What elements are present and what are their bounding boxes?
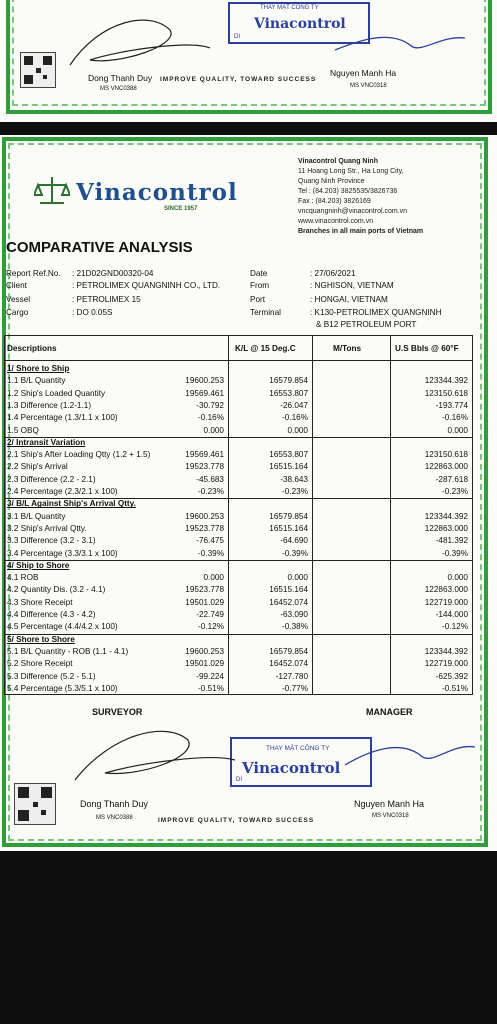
cell-value: -38.643 bbox=[280, 474, 308, 484]
manager-signature bbox=[340, 725, 480, 785]
cell-value: 19600.253 bbox=[185, 646, 224, 656]
cell-value: 19569.461 bbox=[185, 388, 224, 398]
cell-value: -481.392 bbox=[435, 536, 468, 546]
manager-code: MS VNC0318 bbox=[372, 813, 409, 819]
column-header: K/L @ 15 Deg.C bbox=[235, 344, 296, 353]
surveyor-code: MS VNC0388 bbox=[96, 815, 133, 821]
cell-value: -63.090 bbox=[280, 610, 308, 619]
since-label: SINCE 1957 bbox=[164, 206, 198, 212]
cell-value: 19569.461 bbox=[185, 450, 224, 460]
cell-value: 16515.164 bbox=[269, 523, 308, 533]
cell-value: 0.000 bbox=[203, 425, 224, 435]
cell-value: -287.618 bbox=[435, 474, 468, 484]
cell-value: -0.16% bbox=[198, 413, 224, 423]
cell-value: -0.39% bbox=[282, 548, 308, 558]
cell-value: 16452.074 bbox=[269, 597, 308, 607]
cell-value: 122863.000 bbox=[424, 523, 468, 533]
office-line: vncquangninh@vinacontrol.com.vn bbox=[298, 208, 408, 215]
stamp-caption: THAY MẶT CÔNG TY bbox=[260, 5, 319, 11]
cell-value: 16579.854 bbox=[269, 511, 308, 521]
cell-value: 16553.807 bbox=[269, 388, 308, 398]
field-label: Vessel bbox=[6, 295, 31, 304]
stamp-caption: THAY MẶT CÔNG TY bbox=[266, 745, 330, 752]
cell-value: -144.000 bbox=[435, 610, 468, 619]
cell-value: -45.683 bbox=[196, 474, 224, 484]
comparison-table bbox=[4, 335, 473, 695]
row-description: 3.4 Percentage (3.3/3.1 x 100) bbox=[7, 548, 118, 558]
row-description: 2.1 Ship's After Loading Qtty (1.2 + 1.5) bbox=[7, 450, 151, 460]
office-line: Tel : (84.203) 3825535/3826736 bbox=[298, 188, 398, 195]
cell-value: 16515.164 bbox=[269, 462, 308, 472]
row-description: 3.2 Ship's Arrival Qtty. bbox=[7, 523, 87, 533]
surveyor-code: MS VNC0388 bbox=[100, 86, 137, 92]
section-heading: 4/ Ship to Shore bbox=[7, 560, 70, 570]
section-heading: 1/ Shore to Ship bbox=[7, 364, 70, 373]
scale-logo-icon bbox=[34, 175, 70, 207]
cell-value: -99.224 bbox=[196, 671, 224, 681]
cell-value: 19523.778 bbox=[185, 585, 224, 595]
cell-value: -0.16% bbox=[282, 413, 308, 423]
qr-code bbox=[20, 52, 56, 88]
field-value: : PETROLIMEX 15 bbox=[72, 295, 141, 304]
cell-value: 19600.253 bbox=[185, 376, 224, 386]
cell-value: 122863.000 bbox=[424, 462, 468, 472]
cell-value: -76.475 bbox=[196, 536, 224, 546]
cell-value: -625.392 bbox=[435, 671, 468, 681]
manager-name: Nguyen Manh Ha bbox=[330, 68, 397, 78]
cell-value: 16452.074 bbox=[269, 659, 308, 669]
cell-value: -127.780 bbox=[275, 671, 308, 681]
row-description: 4.1 ROB bbox=[7, 573, 39, 583]
row-description: 1.4 Percentage (1.3/1.1 x 100) bbox=[7, 413, 118, 423]
row-description: 1.1 B/L Quantity bbox=[7, 376, 66, 386]
row-description: 4.5 Percentage (4.4/4.2 x 100) bbox=[7, 622, 118, 632]
surveyor-label: SURVEYOR bbox=[92, 707, 143, 717]
cell-value: -0.39% bbox=[198, 548, 224, 558]
section-heading: 2/ Intransit Variation bbox=[7, 437, 86, 447]
cell-value: -193.774 bbox=[435, 400, 468, 410]
office-line: Vinacontrol Quang Ninh bbox=[298, 158, 378, 165]
field-value: : 27/06/2021 bbox=[310, 269, 356, 278]
office-line: www.vinacontrol.com.vn bbox=[298, 218, 374, 225]
cell-value: 0.000 bbox=[447, 573, 468, 583]
cell-value: -0.23% bbox=[442, 487, 468, 496]
manager-code: MS VNC0318 bbox=[350, 83, 387, 89]
cell-value: 0.000 bbox=[203, 573, 224, 583]
row-description: 3.1 B/L Quantity bbox=[7, 511, 66, 521]
row-description: 4.2 Quantity Dis. (3.2 - 4.1) bbox=[7, 585, 106, 595]
cell-value: 19600.253 bbox=[185, 511, 224, 521]
report-page bbox=[0, 135, 497, 851]
cell-value: -0.12% bbox=[198, 622, 224, 632]
field-value: : NGHISON, VIETNAM bbox=[310, 281, 394, 290]
qr-code bbox=[14, 783, 56, 825]
cell-value: 16579.854 bbox=[269, 376, 308, 386]
field-value: : DO 0.05S bbox=[72, 308, 113, 317]
field-label: Report Ref.No. bbox=[6, 269, 61, 278]
row-description: 3.3 Difference (3.2 - 3.1) bbox=[7, 536, 96, 546]
cell-value: -0.51% bbox=[442, 683, 468, 693]
row-description: 2.2 Ship's Arrival bbox=[7, 462, 68, 472]
row-description: 1.3 Difference (1.2-1.1) bbox=[7, 400, 92, 410]
cell-value: 16515.164 bbox=[269, 585, 308, 595]
field-label: Terminal bbox=[250, 308, 281, 317]
cell-value: 0.000 bbox=[447, 425, 468, 435]
cell-value: -0.23% bbox=[282, 487, 308, 496]
surveyor-name: Dong Thanh Duy bbox=[80, 799, 148, 809]
office-line: Quang Ninh Province bbox=[298, 178, 365, 185]
row-description: 4.3 Shore Receipt bbox=[7, 597, 73, 607]
stamp-code: DI bbox=[234, 34, 240, 40]
row-description: 5.1 B/L Quantity - ROB (1.1 - 4.1) bbox=[7, 646, 129, 656]
stamp-brand: Vinacontrol bbox=[254, 16, 346, 32]
brand-name: Vinacontrol bbox=[76, 179, 238, 206]
cell-value: -0.12% bbox=[442, 622, 468, 632]
cell-value: -64.690 bbox=[280, 536, 308, 546]
field-label: From bbox=[250, 281, 270, 290]
cell-value: 0.000 bbox=[287, 573, 308, 583]
cell-value: 123344.392 bbox=[424, 376, 468, 386]
field-label: Port bbox=[250, 295, 266, 304]
cell-value: -0.23% bbox=[198, 487, 224, 496]
section-heading: 5/ Shore to Shore bbox=[7, 634, 75, 644]
cell-value: -0.39% bbox=[442, 548, 468, 558]
cell-value: -22.749 bbox=[196, 610, 224, 619]
cell-value: -30.792 bbox=[196, 400, 224, 410]
manager-name: Nguyen Manh Ha bbox=[354, 799, 425, 809]
office-line: 11 Hoang Long Str., Ha Long City, bbox=[298, 168, 404, 175]
office-line: Fax : (84.203) 3826169 bbox=[298, 198, 371, 205]
cell-value: -0.77% bbox=[282, 683, 308, 693]
office-line: Branches in all main ports of Vietnam bbox=[298, 228, 424, 235]
previous-page-fragment bbox=[0, 0, 497, 122]
cell-value: -0.38% bbox=[282, 622, 308, 632]
row-description: 5.2 Shore Receipt bbox=[7, 659, 73, 669]
row-description: 4.4 Difference (4.3 - 4.2) bbox=[7, 610, 96, 619]
cell-value: 16553.807 bbox=[269, 450, 308, 460]
surveyor-name: Dong Thanh Duy bbox=[88, 73, 153, 83]
cell-value: 122719.000 bbox=[424, 659, 468, 669]
surveyor-signature bbox=[70, 715, 240, 795]
stamp-brand: Vinacontrol bbox=[242, 759, 341, 777]
field-value: : HONGAI, VIETNAM bbox=[310, 295, 388, 304]
cell-value: 16579.854 bbox=[269, 646, 308, 656]
cell-value: 123150.618 bbox=[424, 450, 468, 460]
column-header: M/Tons bbox=[333, 344, 362, 353]
field-value: : PETROLIMEX QUANGNINH CO., LTD. bbox=[72, 281, 221, 290]
row-description: 5.4 Percentage (5.3/5.1 x 100) bbox=[7, 683, 118, 693]
field-label: Client bbox=[6, 281, 27, 290]
column-header: Descriptions bbox=[7, 344, 57, 353]
field-value: : 21D02GND00320-04 bbox=[72, 269, 154, 278]
cell-value: -0.16% bbox=[442, 413, 468, 423]
document-title: COMPARATIVE ANALYSIS bbox=[6, 239, 193, 256]
field-value: : K130-PETROLIMEX QUANGNINH bbox=[310, 308, 442, 317]
row-description: 5.3 Difference (5.2 - 5.1) bbox=[7, 671, 96, 681]
motto: IMPROVE QUALITY, TOWARD SUCCESS bbox=[158, 817, 315, 824]
row-description: 2.4 Percentage (2.3/2.1 x 100) bbox=[7, 487, 118, 496]
manager-signature bbox=[330, 20, 470, 70]
cell-value: 19523.778 bbox=[185, 462, 224, 472]
section-heading: 3/ B/L Against Ship's Arrival Qtty. bbox=[7, 499, 136, 509]
surveyor-signature bbox=[60, 10, 220, 80]
row-description: 1.2 Ship's Loaded Quantity bbox=[7, 388, 106, 398]
cell-value: 0.000 bbox=[287, 425, 308, 435]
manager-label: MANAGER bbox=[366, 707, 413, 717]
cell-value: -0.51% bbox=[198, 683, 224, 693]
stamp-code: DI bbox=[236, 777, 242, 783]
cell-value: 123150.618 bbox=[424, 388, 468, 398]
cell-value: 19523.778 bbox=[185, 523, 224, 533]
cell-value: 123344.392 bbox=[424, 646, 468, 656]
cell-value: -26.047 bbox=[280, 400, 308, 410]
cell-value: 19501.029 bbox=[185, 597, 224, 607]
row-description: 2.3 Difference (2.2 - 2.1) bbox=[7, 474, 96, 484]
cell-value: 122719.000 bbox=[424, 597, 468, 607]
cell-value: 19501.029 bbox=[185, 659, 224, 669]
field-value-continued: & B12 PETROLEUM PORT bbox=[316, 320, 417, 329]
cell-value: 123344.392 bbox=[424, 511, 468, 521]
field-label: Date bbox=[250, 269, 268, 278]
motto: IMPROVE QUALITY, TOWARD SUCCESS bbox=[160, 76, 317, 83]
column-header: U.S Bbls @ 60°F bbox=[395, 344, 459, 353]
cell-value: 122863.000 bbox=[424, 585, 468, 595]
row-description: 1.5 OBQ bbox=[7, 425, 39, 435]
field-label: Cargo bbox=[6, 308, 29, 317]
